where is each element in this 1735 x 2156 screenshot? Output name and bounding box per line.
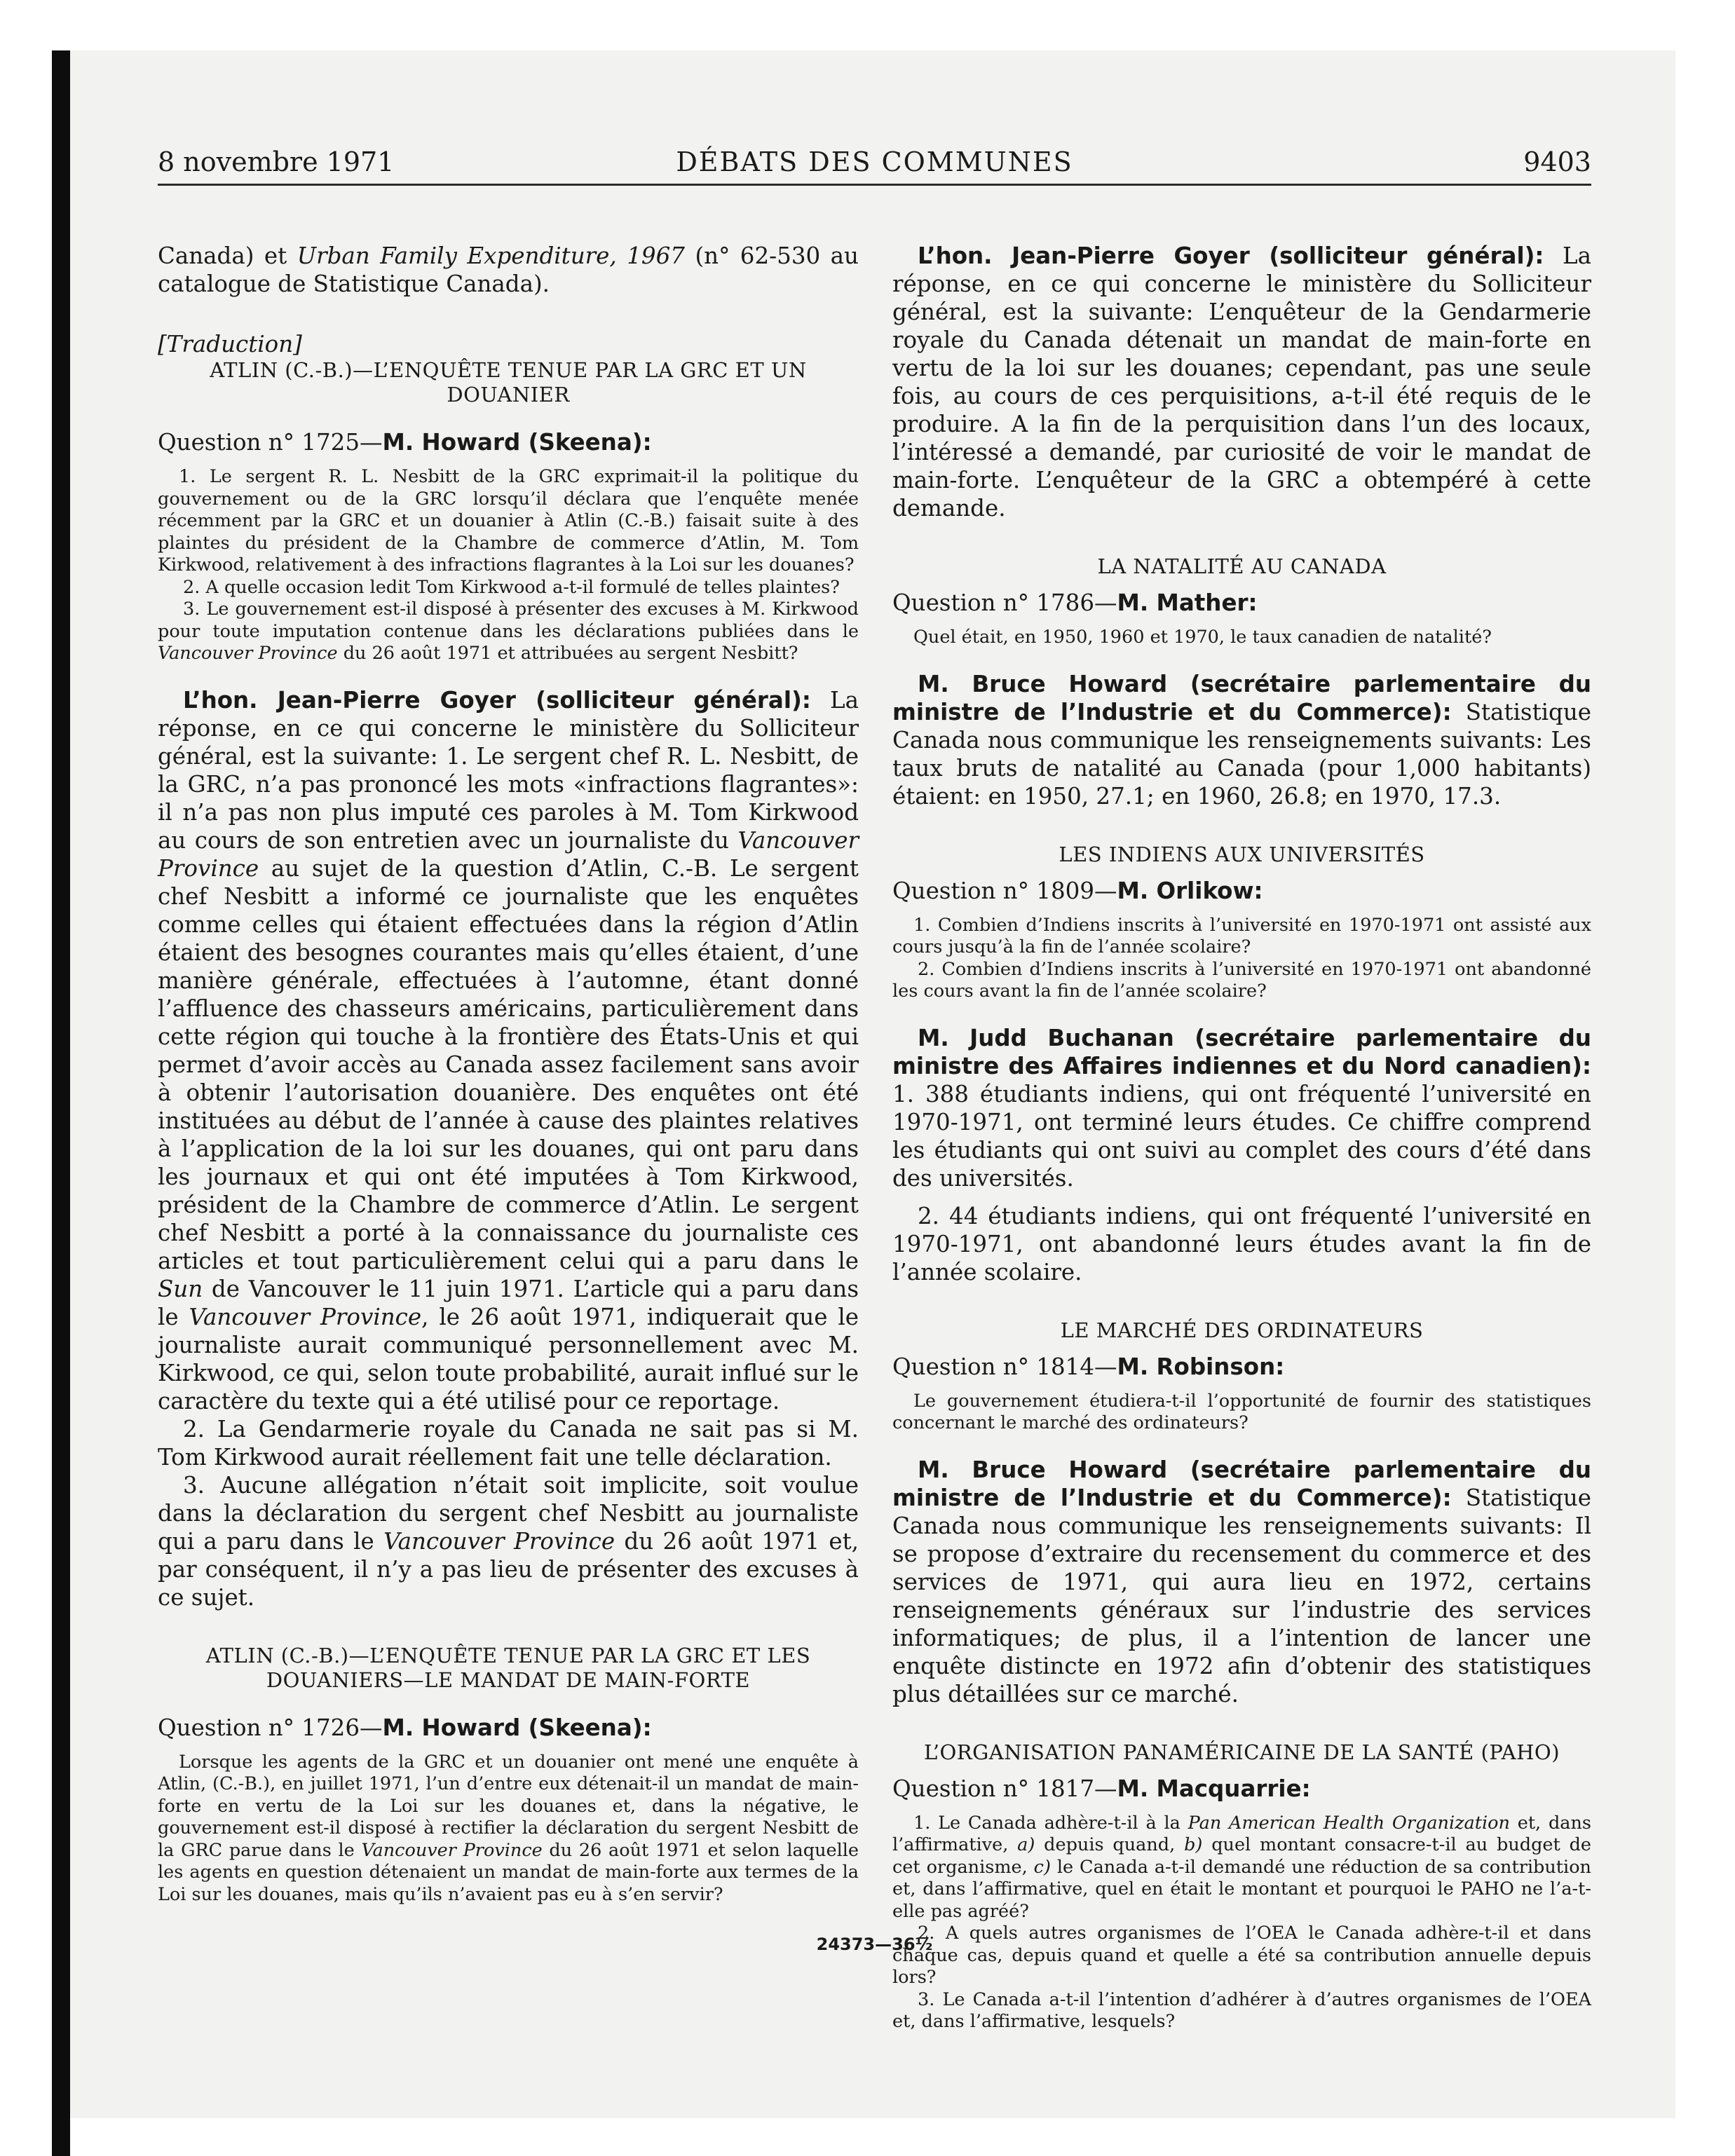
section-heading-ordinateurs: LE MARCHÉ DES ORDINATEURS	[1060, 1318, 1424, 1342]
question-1786: Question n° 1786—M. Mather:	[892, 589, 1258, 616]
answer-1726: L’hon. Jean-Pierre Goyer (solliciteur général): La réponse, en ce qui concerne le ministère du Solliciteur général, est la suivante: L’enquêteur de la Gendarmerie royale du Canada détenait un mandat de main-forte en vertu de la loi sur les douanes; cependant, pas une seule fois, au cours de ces perquisitions, a-t-il été requis de le produire. A la fin de la perquisition dans l’un des locaux, l’intéressé a demandé, par curiosité de voir le mandat de main-forte. L’enquêteur de la GRC a obtempéré à cette demande.	[892, 243, 1591, 521]
paragraph-continuation: Canada) et Urban Family Expenditure, 1967 (n° 62-530 au catalogue de Statistique Canada).	[158, 243, 859, 297]
question-1725-item-2: 2. A quelle occasion ledit Tom Kirkwood a-t-il formulé de telles plaintes?	[183, 576, 840, 598]
question-1726-text: Lorsque les agents de la GRC et un douanier ont mené une enquête à Atlin, (C.-B.), en juillet 1971, l’un d’entre eux détenait-il un mandat de main-forte en vertu de la Loi sur les douanes et, dans la négative, le gouvernement est-il disposé à rectifier la déclaration du sergent Nesbitt de la GRC parue dans le Vancouver Province du 26 août 1971 et selon laquelle les agents en question détenaient un mandat de main-forte aux termes de la Loi sur les douanes, mais qu’ils n’avaient pas eu à s’en servir?	[158, 1751, 859, 1905]
document-page	[158, 119, 1591, 2032]
question-1725-item-1: 1. Le sergent R. L. Nesbitt de la GRC exprimait-il la politique du gouvernement ou de la GRC lorsqu’il déclara que l’enquête menée récemment par la GRC et un douanier à Atlin (C.-B.) faisait suite à des plaintes du président de la Chambre de commerce d’Atlin, M. Tom Kirkwood, relativement à des infractions flagrantes à la Loi sur les douanes?	[158, 466, 859, 575]
answer-1809: M. Judd Buchanan (secrétaire parlementaire du ministre des Affaires indiennes et du Nord canadien): 1. 388 étudiants indiens, qui ont fréquenté l’université en 1970-1971, ont terminé leurs études. Ce chiffre comprend les étudiants qui ont suivi au complet des cours d’été dans des universités.	[892, 1024, 1591, 1192]
answer-1786: M. Bruce Howard (secrétaire parlementaire du ministre de l’Industrie et du Commerce): Statistique Canada nous communique les renseignements suivants: Les taux bruts de natalité au Canada (pour 1,000 habitants) étaient: en 1950, 27.1; en 1960, 26.8; en 1970, 17.3.	[892, 670, 1591, 810]
question-1814: Question n° 1814—M. Robinson:	[892, 1353, 1285, 1380]
question-1726: Question n° 1726—M. Howard (Skeena):	[158, 1714, 652, 1741]
scan-border	[52, 50, 70, 2156]
question-1786-text: Quel était, en 1950, 1960 et 1970, le taux canadien de natalité?	[913, 627, 1492, 648]
answer-1725-part-3: 3. Aucune allégation n’était soit implicite, soit voulue dans la déclaration du sergent chef Nesbitt au journaliste qui a paru dans le Vancouver Province du 26 août 1971 et, par conséquent, il n’y a pas lieu de présenter des excuses à ce sujet.	[158, 1471, 859, 1611]
header-date: 8 novembre 1971	[158, 146, 395, 177]
answer-1809-part-2: 2. 44 étudiants indiens, qui ont fréquenté l’université en 1970-1971, ont abandonné leurs études avant la fin de l’année scolaire.	[892, 1202, 1591, 1285]
question-1817-item-1: 1. Le Canada adhère-t-il à la Pan American Health Organization et, dans l’affirmative, a) depuis quand, b) quel montant consacre-t-il au budget de cet organisme, c) le Canada a-t-il demandé une réduction de sa contribution et, dans l’affirmative, quel en était le montant et pourquoi le PAHO ne l’a-t-elle pas agréé?	[892, 1812, 1591, 1922]
page-number: 9403	[1523, 146, 1591, 177]
section-heading-atlin-1: ATLIN (C.-B.)—L’ENQUÊTE TENUE PAR LA GRC ET UN DOUANIER	[210, 358, 807, 407]
section-heading-natalite: LA NATALITÉ AU CANADA	[1097, 554, 1387, 578]
section-heading-indiens: LES INDIENS AUX UNIVERSITÉS	[1059, 842, 1425, 866]
running-title: DÉBATS DES COMMUNES	[676, 146, 1073, 177]
question-1817-item-3: 3. Le Canada a-t-il l’intention d’adhérer à d’autres organismes de l’OEA et, dans l’affirmative, lesquels?	[892, 1988, 1591, 2032]
question-1809: Question n° 1809—M. Orlikow:	[892, 877, 1263, 904]
printer-signature: 24373—36½	[816, 1935, 933, 1954]
answer-1725-part-2: 2. La Gendarmerie royale du Canada ne sait pas si M. Tom Kirkwood aurait réellement fait une telle déclaration.	[158, 1415, 859, 1471]
question-1725-item-3: 3. Le gouvernement est-il disposé à présenter des excuses à M. Kirkwood pour toute imputation contenue dans les déclarations publiées dans le Vancouver Province du 26 août 1971 et attribuées au sergent Nesbitt?	[158, 599, 859, 664]
question-1814-text: Le gouvernement étudiera-t-il l’opportunité de fournir des statistiques concernant le marché des ordinateurs?	[892, 1390, 1591, 1433]
section-heading-paho: L’ORGANISATION PANAMÉRICAINE DE LA SANTÉ (PAHO)	[923, 1740, 1560, 1764]
header-rule	[158, 184, 1591, 186]
section-heading-atlin-2: ATLIN (C.-B.)—L’ENQUÊTE TENUE PAR LA GRC ET LES DOUANIERS—LE MANDAT DE MAIN-FORTE	[205, 1643, 811, 1692]
question-1817: Question n° 1817—M. Macquarrie:	[892, 1775, 1311, 1802]
question-1809-item-2: 2. Combien d’Indiens inscrits à l’université en 1970-1971 ont abandonné les cours avant la fin de l’année scolaire?	[892, 958, 1591, 1002]
question-1817-item-2: 2. A quels autres organismes de l’OEA le Canada adhère-t-il et dans chaque cas, depuis quand et quelle a été sa contribution annuelle depuis lors?	[892, 1923, 1591, 1988]
question-1809-item-1: 1. Combien d’Indiens inscrits à l’université en 1970-1971 ont assisté aux cours jusqu’à la fin de l’année scolaire?	[892, 914, 1591, 957]
question-1725: Question n° 1725—M. Howard (Skeena):	[158, 429, 652, 456]
translation-note: [Traduction]	[158, 331, 302, 357]
answer-1725: L’hon. Jean-Pierre Goyer (solliciteur général): La réponse, en ce qui concerne le ministère du Solliciteur général, est la suivante: 1. Le sergent chef R. L. Nesbitt, de la GRC, n’a pas prononcé les mots «infractions flagrantes»: il n’a pas non plus imputé ces paroles à M. Tom Kirkwood au cours de son entretien avec un journaliste du Vancouver Province au sujet de la question d’Atlin, C.-B. Le sergent chef Nesbitt a informé ce journaliste que les enquêtes comme celles qui étaient effectuées dans la région d’Atlin étaient des besognes courantes mais qu’elles étaient, d’une manière générale, effectuées à l’automne, étant donné l’affluence des chasseurs américains, particulièrement dans cette région qui touche à la frontière des États-Unis et qui permet d’avoir accès au Canada assez facilement sans avoir à obtenir l’autorisation douanière. Des enquêtes ont été instituées au début de l’année à cause des plaintes relatives à l’application de la loi sur les douanes, qui ont paru dans les journaux et qui ont été imputées à Tom Kirkwood, président de la Chambre de commerce d’Atlin. Le sergent chef Nesbitt a porté à la connaissance du journaliste ces articles et tout particulièrement celui qui a paru dans le Sun de Vancouver le 11 juin 1971. L’article qui a paru dans le Vancouver Province, le 26 août 1971, indiquerait que le journaliste aurait communiqué personnellement avec M. Kirkwood, ce qui, selon toute probabilité, aurait influé sur le caractère du texte qui a été utilisé pour ce reportage.	[158, 686, 859, 1414]
right-column	[892, 242, 1591, 2033]
left-column	[158, 242, 859, 1906]
answer-1814: M. Bruce Howard (secrétaire parlementaire du ministre de l’Industrie et du Commerce): Statistique Canada nous communique les renseignements suivants: Il se propose d’extraire du recensement du commerce et des services de 1971, qui aura lieu en 1972, certains renseignements généraux sur l’industrie des services informatiques; de plus, il a l’intention de lancer une enquête distincte en 1972 afin d’obtenir des statistiques plus détaillées sur ce marché.	[892, 1456, 1591, 1707]
